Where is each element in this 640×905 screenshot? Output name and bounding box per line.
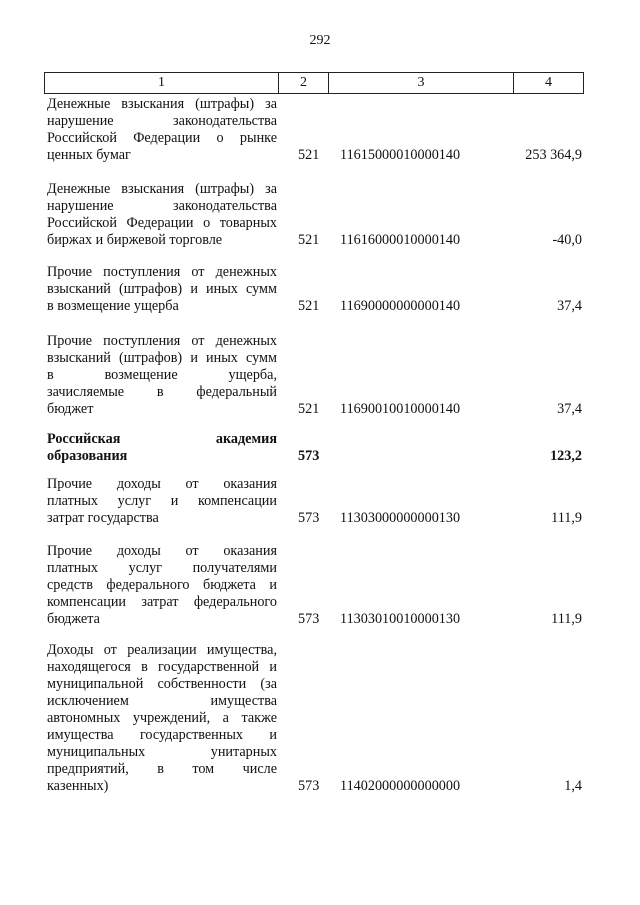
description-line: Прочие доходы от оказания	[47, 476, 277, 492]
row-classification-code: 11303010010000130	[340, 611, 461, 627]
row-description	[47, 264, 277, 315]
row-code: 521	[298, 232, 320, 248]
row-description	[47, 333, 277, 418]
description-line: Российской Федерации о товарных	[47, 215, 277, 231]
description-line: казенных)	[47, 778, 109, 794]
description-line: платных услуг и компенсации	[47, 493, 277, 509]
description-line: взысканий (штрафов) и иных сумм	[47, 350, 277, 366]
column-header-3: 3	[329, 73, 514, 93]
row-description	[47, 181, 277, 249]
description-line: бюджет	[47, 401, 94, 417]
row-code: 521	[298, 401, 320, 417]
row-code: 521	[298, 147, 320, 163]
row-classification-code: 11690010010000140	[340, 401, 461, 417]
row-classification-code: 11690000000000140	[340, 298, 461, 314]
row-code: 573	[298, 778, 320, 794]
description-line: нарушение законодательства	[47, 113, 277, 129]
description-line: имущества государственных и	[47, 727, 277, 743]
description-line: в возмещение ущерба	[47, 298, 179, 314]
column-header-4: 4	[545, 75, 552, 90]
table-header	[44, 72, 584, 94]
description-line: затрат государства	[47, 510, 159, 526]
description-line: Прочие поступления от денежных	[47, 264, 277, 280]
row-code: 573	[298, 510, 320, 526]
description-line: ценных бумаг	[47, 147, 131, 163]
description-line: Денежные взыскания (штрафы) за	[47, 181, 277, 197]
row-code: 521	[298, 298, 320, 314]
description-line: зачисляемые в федеральный	[47, 384, 277, 400]
row-amount: 111,9	[551, 611, 582, 627]
description-line: Денежные взыскания (штрафы) за	[47, 96, 277, 112]
row-classification-code: 11616000010000140	[340, 232, 461, 248]
description-line: платных услуг получателями	[47, 560, 277, 576]
description-line: предприятий, в том числе	[47, 761, 277, 777]
row-description	[47, 431, 277, 465]
description-line: взысканий (штрафов) и иных сумм	[47, 281, 277, 297]
description-line: образования	[47, 448, 128, 464]
row-classification-code: 11303000000000130	[340, 510, 461, 526]
description-line: Прочие доходы от оказания	[47, 543, 277, 559]
row-description	[47, 543, 277, 628]
row-code: 573	[298, 448, 320, 464]
description-line: Российская академия	[47, 431, 277, 447]
row-amount: 37,4	[557, 401, 582, 417]
description-line: Российской Федерации о рынке	[47, 130, 277, 146]
description-line: исключением имущества	[47, 693, 277, 709]
row-description	[47, 96, 277, 164]
description-line: Доходы от реализации имущества,	[47, 642, 277, 658]
page-number: 292	[309, 33, 331, 48]
row-description	[47, 642, 277, 795]
row-amount: 253 364,9	[525, 147, 582, 163]
description-line: муниципальных унитарных	[47, 744, 277, 760]
description-line: биржах и биржевой торговле	[47, 232, 223, 248]
column-header-1: 1	[45, 73, 279, 93]
row-classification-code: 11402000000000000	[340, 778, 461, 794]
row-amount: 37,4	[557, 298, 582, 314]
row-description	[47, 476, 277, 527]
description-line: компенсации затрат федерального	[47, 594, 277, 610]
column-header-2: 2	[279, 73, 329, 93]
description-line: автономных учреждений, а также	[47, 710, 277, 726]
row-amount: 123,2	[550, 448, 582, 464]
description-line: находящегося в государственной и	[47, 659, 277, 675]
description-line: муниципальной собственности (за	[47, 676, 277, 692]
description-line: бюджета	[47, 611, 100, 627]
description-line: нарушение законодательства	[47, 198, 277, 214]
row-amount: 111,9	[551, 510, 582, 526]
row-amount: 1,4	[564, 778, 582, 794]
row-code: 573	[298, 611, 320, 627]
description-line: средств федерального бюджета и	[47, 577, 277, 593]
row-amount: -40,0	[552, 232, 582, 248]
description-line: в возмещение ущерба,	[47, 367, 277, 383]
row-classification-code: 11615000010000140	[340, 147, 461, 163]
description-line: Прочие поступления от денежных	[47, 333, 277, 349]
